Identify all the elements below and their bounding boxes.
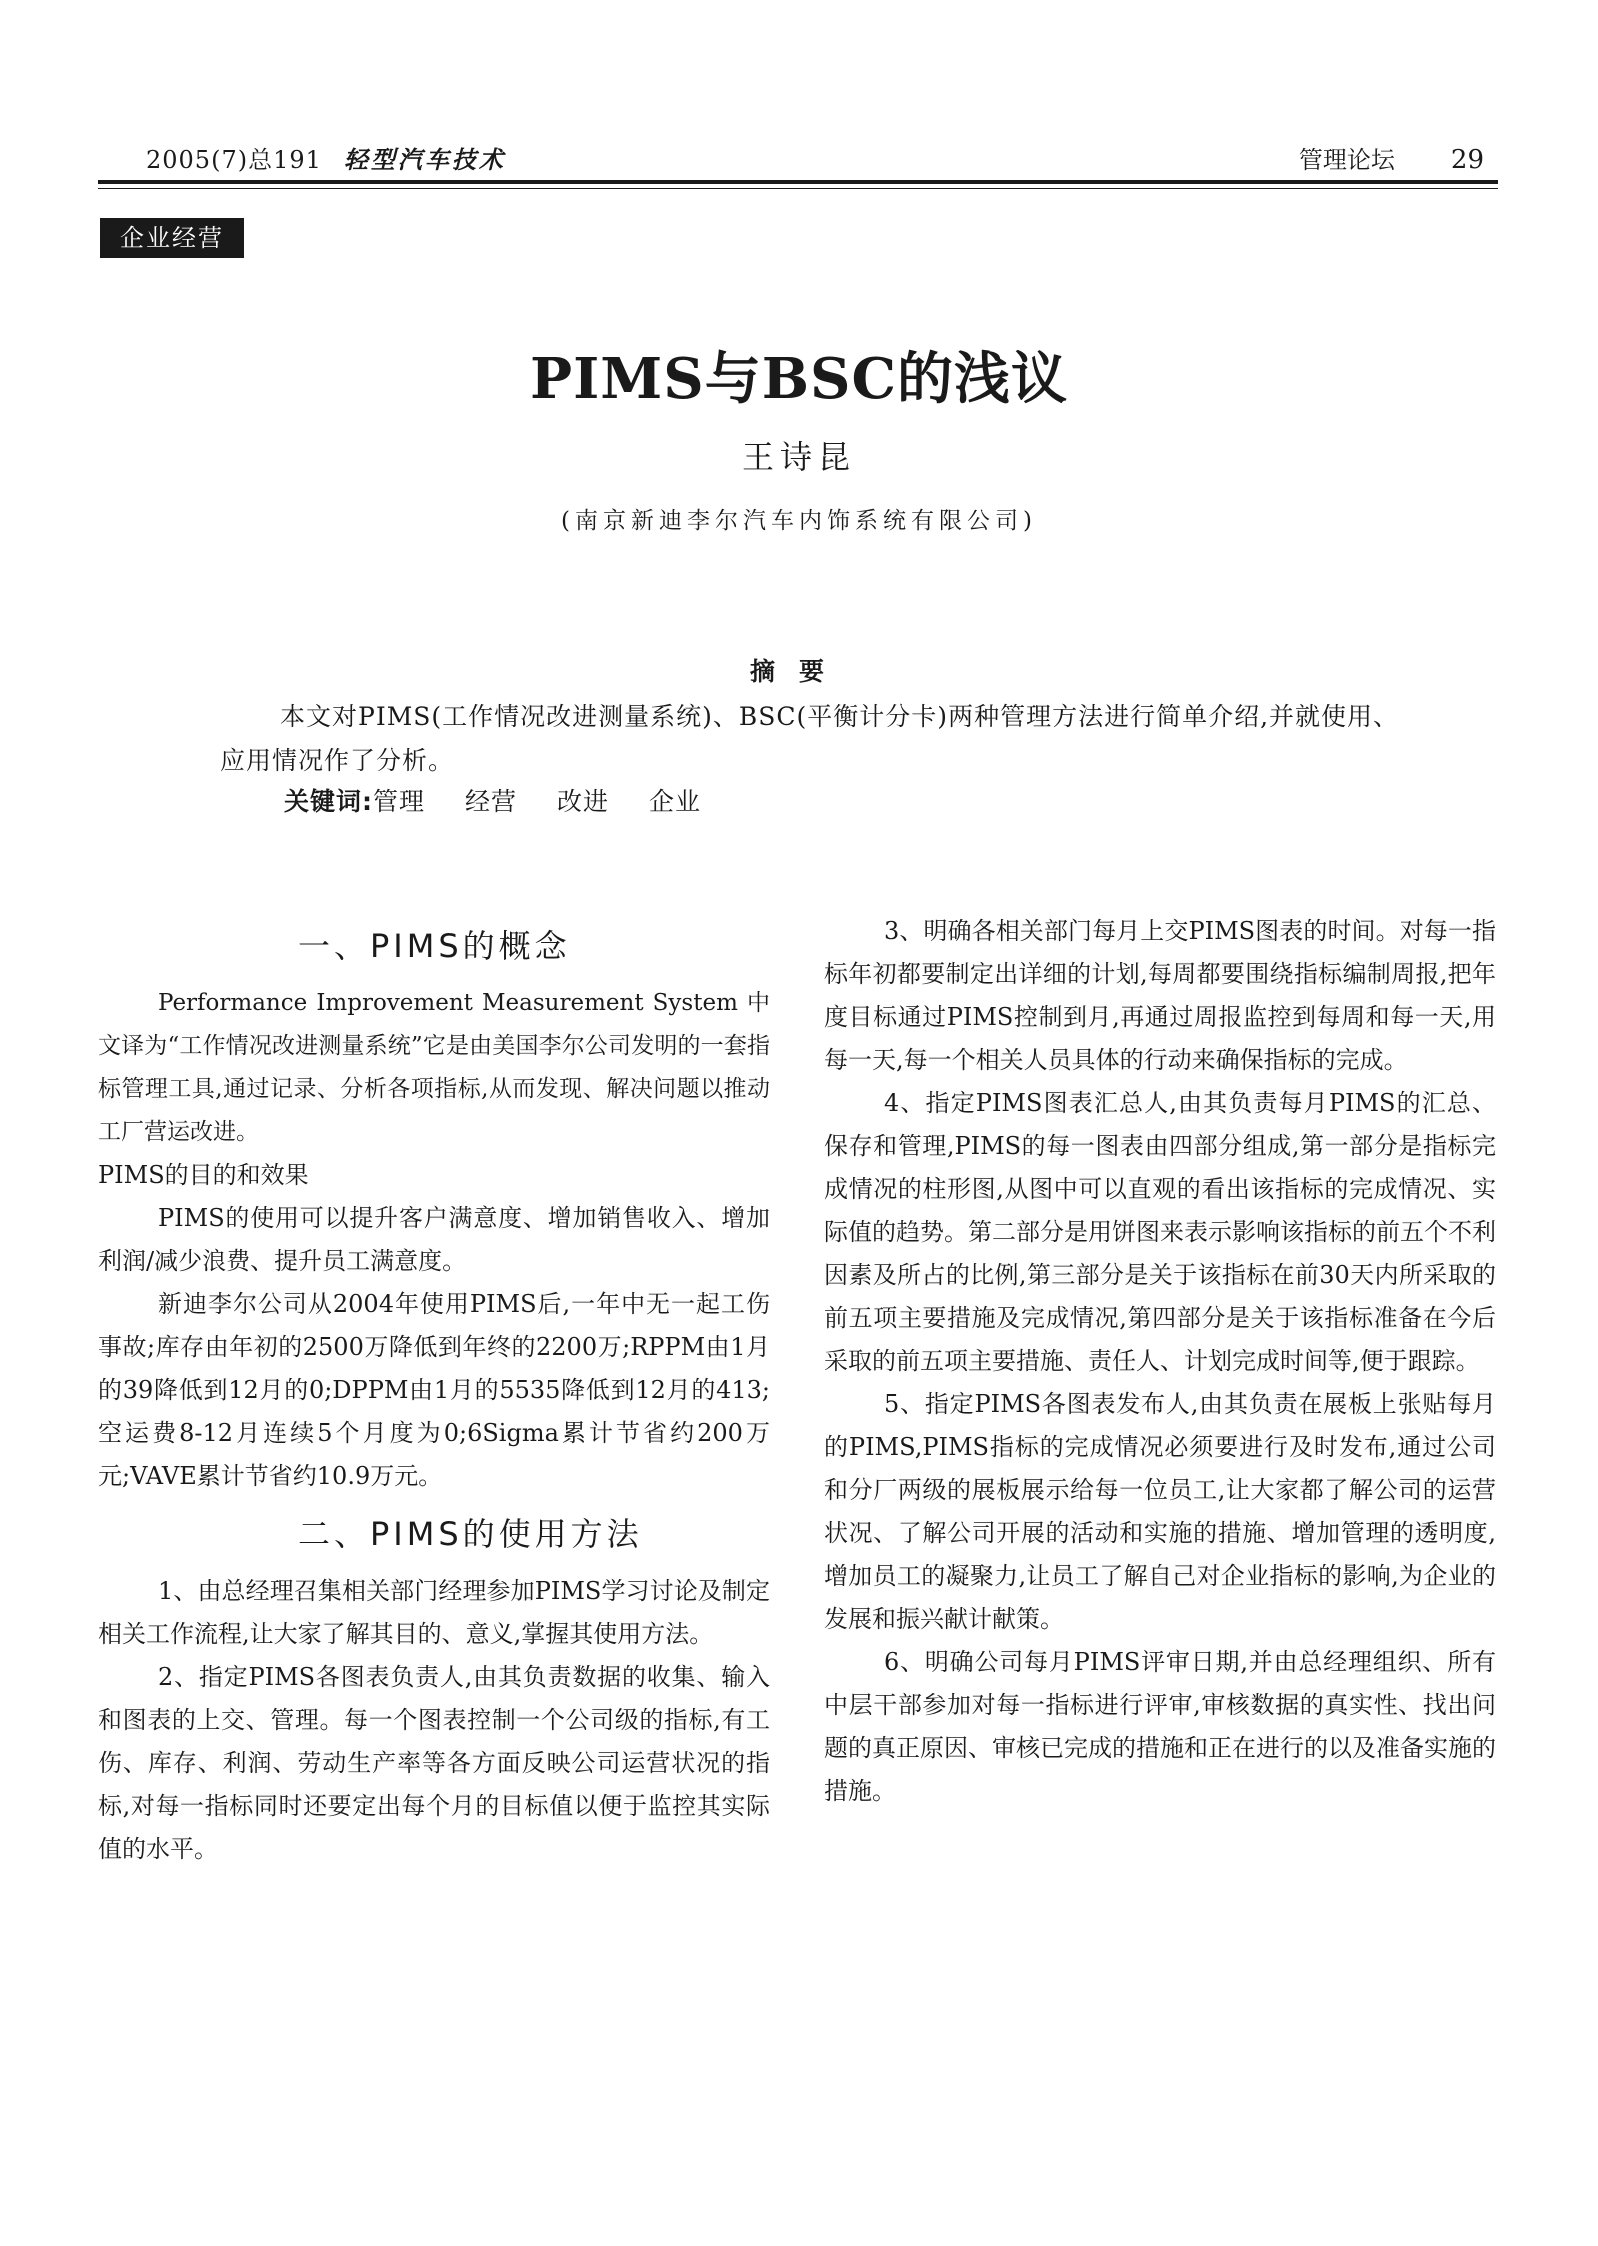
abstract-text: 本文对PIMS(工作情况改进测量系统)、BSC(平衡计分卡)两种管理方法进行简单介绍,并就使用、应用情况作了分析。 xyxy=(220,702,1400,775)
keywords-label: 关键词: xyxy=(284,787,373,816)
keyword: 企业 xyxy=(649,787,702,816)
paragraph: 5、指定PIMS各图表发布人,由其负责在展板上张贴每月的PIMS,PIMS指标的完成情况必须要进行及时发布,通过公司和分厂两级的展板展示给每一位员工,让大家都了解公司的运营状况、了解公司开展的活动和实施的措施、增加管理的透明度,增加员工的凝聚力,让员工了解自己对企业指标的影响,为企业的发展和振兴献计献策。 xyxy=(824,1390,1496,1633)
paragraph: PIMS的使用可以提升客户满意度、增加销售收入、增加利润/减少浪费、提升员工满意度。 xyxy=(98,1204,770,1275)
keyword: 管理 xyxy=(373,787,426,816)
left-column xyxy=(98,910,770,1871)
page-number: 29 xyxy=(1450,145,1484,175)
paragraph: 新迪李尔公司从2004年使用PIMS后,一年中无一起工伤事故;库存由年初的2500万降低到年终的2200万;RPPM由1月的39降低到12月的0;DPPM由1月的5535降低到12月的413;空运费8-12月连续5个月度为0;6Sigma累计节省约200万元;VAVE累计节省约10.9万元。 xyxy=(98,1290,770,1490)
issue-number: 2005(7)总191 xyxy=(146,146,322,174)
author-affiliation: (南京新迪李尔汽车内饰系统有限公司) xyxy=(561,508,1037,534)
header-rule-thick xyxy=(98,180,1498,184)
section-name: 管理论坛 xyxy=(1298,146,1395,174)
paragraph: 6、明确公司每月PIMS评审日期,并由总经理组织、所有中层干部参加对每一指标进行评审,审核数据的真实性、找出问题的真正原因、审核已完成的措施和正在进行的以及准备实施的措施。 xyxy=(824,1648,1496,1805)
abstract-heading: 摘要 xyxy=(749,657,848,686)
paragraph: 4、指定PIMS图表汇总人,由其负责每月PIMS的汇总、保存和管理,PIMS的每一图表由四部分组成,第一部分是指标完成情况的柱形图,从图中可以直观的看出该指标的完成情况、实际值的趋势。第二部分是用饼图来表示影响该指标的前五个不利因素及所占的比例,第三部分是关于该指标在前30天内所采取的前五项主要措施及完成情况,第四部分是关于该指标准备在今后采取的前五项主要措施、责任人、计划完成时间等,便于跟踪。 xyxy=(824,1089,1496,1375)
header-rule-thin xyxy=(98,188,1498,189)
article-title: PIMS与BSC的浅议 xyxy=(529,346,1069,412)
header-left xyxy=(146,140,506,175)
header-right xyxy=(1299,140,1484,175)
keyword: 经营 xyxy=(465,787,518,816)
paragraph: Performance Improvement Measurement System 中文译为“工作情况改进测量系统”它是由美国李尔公司发明的一套指标管理工具,通过记录、分析各项指标,从而发现、解决问题以推动工厂营运改进。 xyxy=(98,990,770,1145)
running-header xyxy=(98,140,1496,180)
article-author: 王诗昆 xyxy=(741,438,856,476)
section-heading-1: 一、PIMS的概念 xyxy=(298,927,571,965)
keywords xyxy=(284,782,741,818)
paragraph: 2、指定PIMS各图表负责人,由其负责数据的收集、输入和图表的上交、管理。每一个图表控制一个公司级的指标,有工伤、库存、利润、劳动生产率等各方面反映公司运营状况的指标,对每一指标同时还要定出每个月的目标值以便于监控其实际值的水平。 xyxy=(98,1663,770,1863)
paragraph: 3、明确各相关部门每月上交PIMS图表的时间。对每一指标年初都要制定出详细的计划,每周都要围绕指标编制周报,把年度目标通过PIMS控制到月,再通过周报监控到每周和每一天,用每一天,每一个相关人员具体的行动来确保指标的完成。 xyxy=(824,917,1496,1074)
keyword: 改进 xyxy=(557,787,610,816)
paragraph: 1、由总经理召集相关部门经理参加PIMS学习讨论及制定相关工作流程,让大家了解其目的、意义,掌握其使用方法。 xyxy=(98,1577,770,1648)
section-heading-2: 二、PIMS的使用方法 xyxy=(298,1515,643,1553)
right-column xyxy=(824,910,1496,1813)
journal-name: 轻型汽车技术 xyxy=(343,145,506,174)
subheading: PIMS的目的和效果 xyxy=(98,1161,309,1189)
column-tag: 企业经营 xyxy=(100,218,244,258)
